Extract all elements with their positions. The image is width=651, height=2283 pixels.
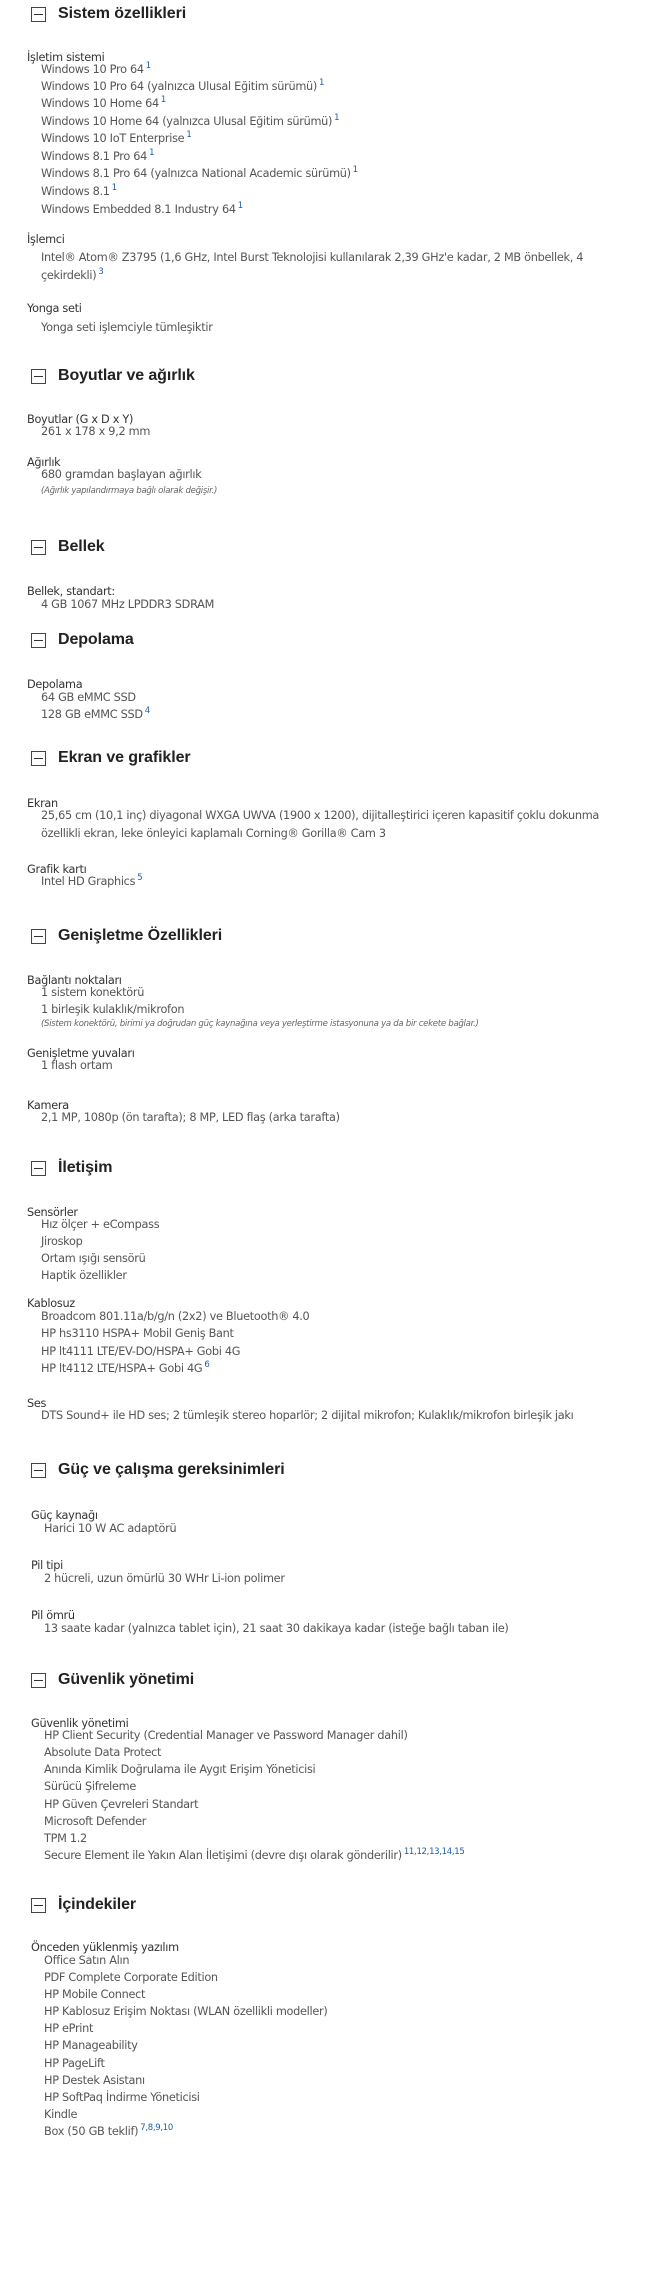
footnote-link[interactable]: 3 (98, 267, 104, 278)
spec-label: Kablosuz (27, 1297, 75, 1310)
spec-value (41, 1325, 234, 1343)
spec-value (44, 2089, 200, 2107)
spec-value-text: Windows 8.1 Pro 64 (yalnızca National Academic sürümü) (41, 167, 351, 180)
spec-value-text: Hız ölçer + eCompass (41, 1218, 160, 1231)
spec-value-text: Kindle (44, 2108, 78, 2121)
spec-value-text: Windows Embedded 8.1 Industry 64 (41, 203, 236, 216)
footnote-link[interactable]: 1 (145, 61, 151, 72)
footnote-link[interactable]: 1 (319, 78, 325, 89)
section-title: Genişletme Özellikleri (58, 927, 223, 944)
spec-label: İşletim sistemi (27, 51, 105, 64)
spec-value-text: 2 hücreli, uzun ömürlü 30 WHr Li-ion polimer (44, 1572, 285, 1585)
spec-value-text: 4 GB 1067 MHz LPDDR3 SDRAM (41, 598, 215, 611)
spec-value (44, 1727, 408, 1745)
spec-value-text: Secure Element ile Yakın Alan İletişimi (devre dışı olarak gönderilir) (44, 1849, 402, 1862)
spec-value (41, 689, 136, 707)
spec-label: Bağlantı noktaları (27, 974, 122, 987)
spec-value (41, 61, 151, 79)
footnote-link[interactable]: 1 (352, 165, 358, 176)
spec-value-text: Windows 10 Pro 64 (41, 63, 144, 76)
spec-value (44, 1744, 161, 1762)
spec-note: (Sistem konektörü, birimi ya doğrudan güç kaynağına veya yerleştirme istasyonuna ya da bir cekete bağlar.) (41, 1019, 479, 1029)
spec-label: Ağırlık (27, 456, 61, 469)
spec-value (41, 423, 150, 441)
spec-value-text: Windows 8.1 Pro 64 (41, 150, 148, 163)
spec-value-text: Yonga seti işlemciyle tümleşiktir (41, 321, 213, 334)
spec-value-text: Windows 10 IoT Enterprise (41, 132, 185, 145)
spec-label: İşlemci (27, 233, 65, 246)
spec-value (44, 1620, 509, 1638)
spec-value-text: HP Mobile Connect (44, 1988, 146, 2001)
spec-value (41, 1216, 159, 1234)
spec-value (44, 1969, 218, 1987)
collapse-icon[interactable] (31, 540, 46, 555)
spec-value (41, 1250, 145, 1268)
spec-value (41, 249, 636, 285)
spec-note: (Ağırlık yapılandırmaya bağlı olarak değişir.) (41, 486, 218, 496)
spec-value (44, 2106, 77, 2124)
footnote-link[interactable]: 1 (149, 148, 155, 159)
spec-value-text: HP Client Security (Credential Manager ve Password Manager dahil) (44, 1729, 408, 1742)
footnote-link[interactable]: 7,8,9,10 (140, 2123, 173, 2134)
spec-value (41, 130, 191, 148)
spec-value (44, 1796, 198, 1814)
spec-value (44, 2037, 138, 2055)
spec-value-text: HP Destek Asistanı (44, 2074, 145, 2087)
spec-value-text: 64 GB eMMC SSD (41, 691, 136, 704)
footnote-link[interactable]: 1 (186, 130, 192, 141)
spec-value-text: 25,65 cm (10,1 inç) diyagonal WXGA UWVA (1900 x 1200), dijitalleştirici içeren kapasitif çoklu dokunma özellikli ekran, leke önleyici kaplamalı Corning® Gorilla® Cam 3 (41, 809, 600, 840)
spec-value-text: Absolute Data Protect (44, 1746, 162, 1759)
spec-value (41, 984, 144, 1002)
section-title: Bellek (58, 538, 105, 555)
spec-value (41, 873, 142, 891)
spec-label: Ekran (27, 797, 58, 810)
collapse-icon[interactable] (31, 1463, 46, 1478)
spec-value (41, 1001, 184, 1019)
footnote-link[interactable]: 1 (237, 201, 243, 212)
section-title: İçindekiler (58, 1896, 137, 1913)
spec-value (41, 1360, 209, 1378)
spec-value (44, 1952, 129, 1970)
spec-label: Depolama (27, 678, 83, 691)
spec-value (41, 148, 154, 166)
spec-value (41, 706, 150, 724)
spec-value-text: Intel® Atom® Z3795 (1,6 GHz, Intel Burst Teknolojisi kullanılarak 2,39 GHz'e kadar, 2 MB önbellek, 4 çekirdekli) (41, 251, 584, 282)
section-header-icindekiler[interactable] (31, 1893, 136, 1917)
spec-label: Pil tipi (31, 1559, 63, 1572)
collapse-icon[interactable] (31, 1161, 46, 1176)
spec-value (41, 1233, 83, 1251)
spec-value-text: Office Satın Alın (44, 1954, 130, 1967)
footnote-link[interactable]: 11,12,13,14,15 (403, 1847, 465, 1858)
spec-value (41, 1057, 112, 1075)
spec-value (44, 2020, 93, 2038)
section-header-boyutlar[interactable] (31, 364, 195, 388)
spec-value-text: HP Kablosuz Erişim Noktası (WLAN özellikli modeller) (44, 2005, 328, 2018)
spec-value (44, 1520, 176, 1538)
footnote-link[interactable]: 1 (111, 183, 117, 194)
spec-value (41, 319, 213, 337)
spec-value (41, 113, 339, 131)
collapse-icon[interactable] (31, 633, 46, 648)
spec-value (44, 1847, 465, 1865)
spec-value (41, 1407, 573, 1425)
collapse-icon[interactable] (31, 1898, 46, 1913)
footnote-link[interactable]: 4 (144, 706, 150, 717)
spec-value-text: 1 flash ortam (41, 1059, 113, 1072)
section-header-sistem[interactable] (31, 2, 186, 26)
spec-value-text: HP lt4112 LTE/HSPA+ Gobi 4G (41, 1362, 203, 1375)
spec-value (44, 1830, 87, 1848)
section-title: Güvenlik yönetimi (58, 1671, 195, 1688)
spec-value-text: Haptik özellikler (41, 1269, 127, 1282)
spec-label: Grafik kartı (27, 863, 87, 876)
section-header-bellek[interactable] (31, 535, 105, 559)
section-title: Depolama (58, 631, 134, 648)
spec-value-text: PDF Complete Corporate Edition (44, 1971, 218, 1984)
spec-label: Bellek, standart: (27, 585, 115, 598)
footnote-link[interactable]: 5 (137, 873, 143, 884)
spec-label: Güvenlik yönetimi (31, 1717, 129, 1730)
spec-value-text: Sürücü Şifreleme (44, 1780, 136, 1793)
collapse-icon[interactable] (31, 1673, 46, 1688)
footnote-link[interactable]: 1 (160, 95, 167, 106)
section-header-ekran[interactable] (31, 746, 191, 770)
spec-label: Güç kaynağı (31, 1509, 98, 1522)
spec-label: Ses (27, 1397, 47, 1410)
spec-value (41, 95, 166, 113)
spec-value-text: HP SoftPaq İndirme Yöneticisi (44, 2091, 200, 2104)
spec-value-text: Box (50 GB teklif) (44, 2125, 139, 2138)
section-title: Güç ve çalışma gereksinimleri (58, 1461, 285, 1478)
spec-label: Genişletme yuvaları (27, 1047, 135, 1060)
spec-value-text: Windows 10 Home 64 (41, 97, 159, 110)
spec-label: Boyutlar (G x D x Y) (27, 413, 134, 426)
spec-value (41, 807, 636, 843)
spec-value-text: Windows 8.1 (41, 185, 110, 198)
spec-value (44, 2123, 173, 2141)
spec-value-text: HP lt4111 LTE/EV-DO/HSPA+ Gobi 4G (41, 1345, 241, 1358)
spec-value-text: 680 gramdan başlayan ağırlık (41, 468, 202, 481)
spec-value (44, 1778, 136, 1796)
section-title: Ekran ve grafikler (58, 749, 191, 766)
spec-label: Önceden yüklenmiş yazılım (31, 1941, 179, 1954)
section-title: Boyutlar ve ağırlık (58, 367, 195, 384)
spec-value (44, 1570, 285, 1588)
spec-value-text: 261 x 178 x 9,2 mm (41, 425, 151, 438)
spec-value (41, 596, 214, 614)
spec-value-text: 13 saate kadar (yalnızca tablet için), 21 saat 30 dakikaya kadar (isteğe bağlı taban ile) (44, 1622, 509, 1635)
spec-value-text: Jiroskop (41, 1235, 83, 1248)
spec-value (41, 466, 201, 484)
spec-value-text: HP PageLift (44, 2057, 105, 2070)
section-header-depolama[interactable] (31, 628, 134, 652)
spec-value (41, 78, 324, 96)
spec-value (44, 2072, 145, 2090)
spec-value-text: HP Manageability (44, 2039, 138, 2052)
spec-value (41, 183, 117, 201)
collapse-icon[interactable] (31, 7, 46, 22)
spec-value (41, 201, 243, 219)
spec-value-text: Windows 10 Pro 64 (yalnızca Ulusal Eğitim sürümü) (41, 80, 318, 93)
spec-value-text: Windows 10 Home 64 (yalnızca Ulusal Eğitim sürümü) (41, 115, 333, 128)
spec-value-text: TPM 1.2 (44, 1832, 87, 1845)
section-header-iletisim[interactable] (31, 1156, 112, 1180)
section-title: İletişim (58, 1159, 113, 1176)
spec-value-text: Harici 10 W AC adaptörü (44, 1522, 177, 1535)
spec-value (41, 165, 358, 183)
spec-value-text: 1 birleşik kulaklık/mikrofon (41, 1003, 185, 1016)
spec-label: Yonga seti (27, 302, 82, 315)
spec-value-text: Anında Kimlik Doğrulama ile Aygıt Erişim Yöneticisi (44, 1763, 316, 1776)
spec-value (44, 2003, 327, 2021)
spec-value-text: HP Güven Çevreleri Standart (44, 1798, 199, 1811)
spec-value-text: DTS Sound+ ile HD ses; 2 tümleşik stereo hoparlör; 2 dijital mikrofon; Kulaklık/mikrofon birleşik jakı (41, 1409, 574, 1422)
spec-value-text: Intel HD Graphics (41, 875, 136, 888)
section-header-guvenlik[interactable] (31, 1668, 194, 1692)
spec-value (44, 1986, 145, 2004)
spec-value (41, 1343, 240, 1361)
spec-value (41, 1308, 309, 1326)
spec-value-text: Ortam ışığı sensörü (41, 1252, 146, 1265)
spec-value (41, 1267, 127, 1285)
spec-label: Sensörler (27, 1206, 78, 1219)
spec-value-text: 128 GB eMMC SSD (41, 708, 143, 721)
spec-value (44, 1761, 315, 1779)
footnote-link[interactable]: 1 (334, 113, 340, 124)
spec-value-text: HP ePrint (44, 2022, 94, 2035)
collapse-icon[interactable] (31, 929, 46, 944)
spec-value (41, 1109, 340, 1127)
spec-value-text: Broadcom 801.11a/b/g/n (2x2) ve Bluetooth® 4.0 (41, 1310, 310, 1323)
spec-label: Kamera (27, 1099, 69, 1112)
spec-value-text: 1 sistem konektörü (41, 986, 145, 999)
collapse-icon[interactable] (31, 369, 46, 384)
spec-label: Pil ömrü (31, 1609, 75, 1622)
spec-value-text: 2,1 MP, 1080p (ön tarafta); 8 MP, LED flaş (arka tarafta) (41, 1111, 340, 1124)
spec-value (44, 2055, 105, 2073)
section-header-genisletme[interactable] (31, 924, 222, 948)
section-header-guc[interactable] (31, 1458, 285, 1482)
section-title: Sistem özellikleri (58, 5, 187, 22)
footnote-link[interactable]: 6 (204, 1360, 210, 1371)
spec-value (44, 1813, 146, 1831)
spec-value-text: HP hs3110 HSPA+ Mobil Geniş Bant (41, 1327, 234, 1340)
collapse-icon[interactable] (31, 751, 46, 766)
spec-value-text: Microsoft Defender (44, 1815, 147, 1828)
